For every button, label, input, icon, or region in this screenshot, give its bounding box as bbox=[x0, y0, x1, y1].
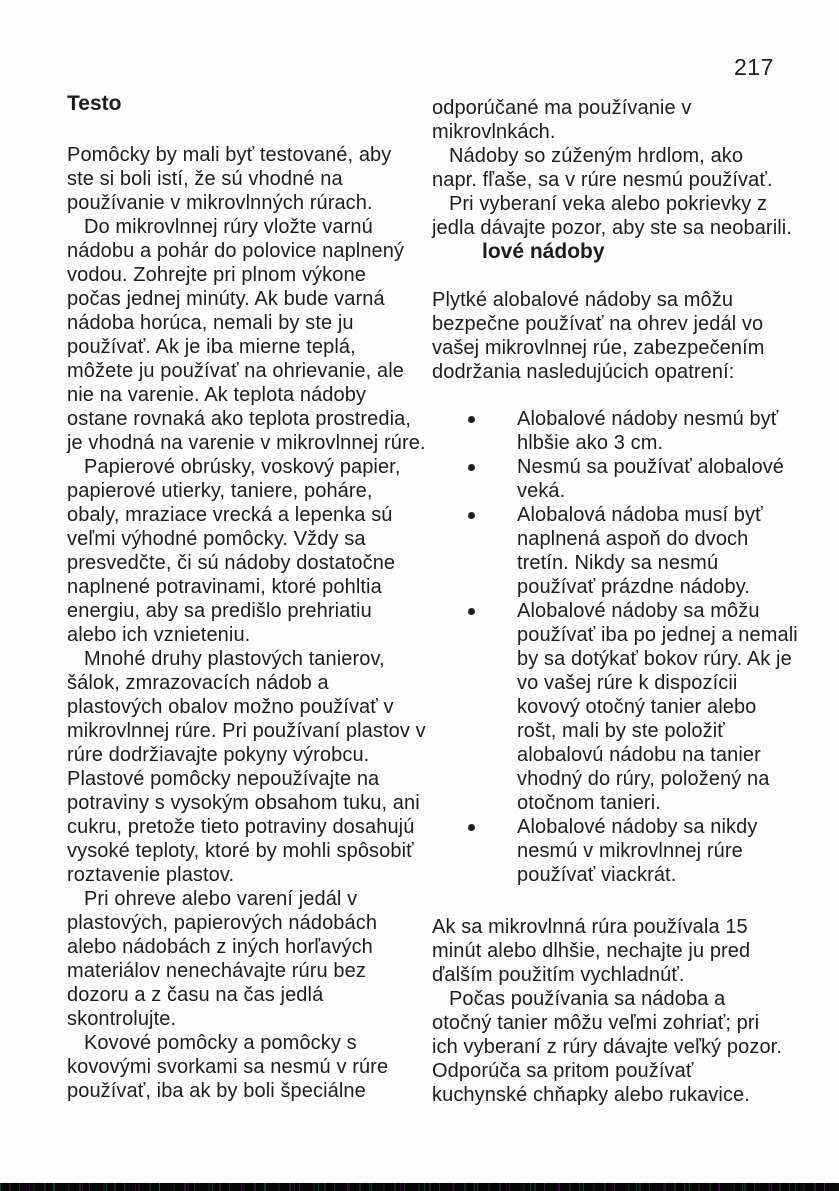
bullet-item bbox=[432, 407, 827, 455]
text-line: Pri ohreve alebo varení jedál v bbox=[67, 888, 358, 910]
bullet-dot-icon bbox=[468, 608, 475, 615]
bullet-item bbox=[432, 599, 827, 815]
text-line: používať iba po jednej a nemali bbox=[517, 624, 798, 646]
text-line: ďalším použitím vychladnúť. bbox=[432, 964, 685, 986]
text-line: nádoba horúca, nemali by ste ju bbox=[67, 312, 354, 334]
paragraph bbox=[432, 192, 827, 240]
text-line: energiu, aby sa predišlo prehriatiu bbox=[67, 600, 372, 622]
text-line: Plytké alobalové nádoby sa môžu bbox=[432, 289, 734, 311]
text-line: používať. Ak je iba mierne teplá, bbox=[67, 336, 356, 358]
text-line: Alobalové nádoby sa môžu bbox=[517, 600, 760, 622]
text-line: Kovové pomôcky a pomôcky s bbox=[67, 1032, 357, 1054]
paragraph bbox=[67, 1031, 432, 1103]
bullet-dot-icon bbox=[468, 464, 475, 471]
text-line: hlbšie ako 3 cm. bbox=[517, 432, 664, 454]
text-line: mikrovlnkách. bbox=[432, 121, 556, 143]
text-line: používať, iba ak by boli špeciálne bbox=[67, 1080, 366, 1102]
text-line: odporúčané ma používanie v bbox=[432, 97, 692, 119]
text-line: alebo ich vznieteniu. bbox=[67, 624, 251, 646]
bullet-text bbox=[517, 599, 827, 815]
text-line: Počas používania sa nádoba a bbox=[432, 988, 726, 1010]
section-heading-alobalove-nadoby: lové nádoby bbox=[482, 240, 605, 263]
text-line: nie na varenie. Ak teplota nádoby bbox=[67, 384, 367, 406]
text-line: obaly, mraziace vrecká a lepenka sú bbox=[67, 504, 393, 526]
text-line: nádobu a pohár do polovice naplnený bbox=[67, 240, 405, 262]
text-line: Alobalové nádoby sa nikdy bbox=[517, 816, 758, 838]
text-line: vysoké teploty, ktoré by mohli spôsobiť bbox=[67, 840, 414, 862]
text-line: Mnohé druhy plastových tanierov, bbox=[67, 648, 385, 670]
text-line: naplnené potravinami, ktoré pohltia bbox=[67, 576, 382, 598]
text-line: minút alebo dlhšie, nechajte ju pred bbox=[432, 940, 751, 962]
text-line: cukru, pretože tieto potraviny dosahujú bbox=[67, 816, 415, 838]
text-line: dozoru a z času na čas jedlá bbox=[67, 984, 324, 1006]
right-column-top-paragraphs bbox=[432, 96, 827, 240]
text-line: skontrolujte. bbox=[67, 1008, 177, 1030]
text-line: vo vašej rúre k dispozícii bbox=[517, 672, 738, 694]
paragraph bbox=[432, 987, 827, 1107]
text-line: ste si boli istí, že sú vhodné na bbox=[67, 168, 343, 190]
bullet-list bbox=[432, 407, 827, 887]
text-line: alobalovú nádobu na tanier bbox=[517, 744, 761, 766]
left-column-paragraphs bbox=[67, 143, 432, 1103]
text-line: veľmi výhodné pomôcky. Vždy sa bbox=[67, 528, 366, 550]
paragraph bbox=[432, 96, 827, 144]
text-line: otočný tanier môžu veľmi zohriať; pri bbox=[432, 1012, 760, 1034]
text-line: alebo nádobách z iných horľavých bbox=[67, 936, 373, 958]
paragraph bbox=[67, 215, 432, 455]
text-line: používanie v mikrovlnných rúrach. bbox=[67, 192, 373, 214]
text-line: dodržania nasledujúcich opatrení: bbox=[432, 361, 735, 383]
text-line: Pomôcky by mali byť testované, aby bbox=[67, 144, 392, 166]
text-line: Nádoby so zúženým hrdlom, ako bbox=[432, 145, 744, 167]
text-line: by sa dotýkať bokov rúry. Ak je bbox=[517, 648, 792, 670]
text-line: Nesmú sa používať alobalové bbox=[517, 456, 785, 478]
text-line: jedla dávajte pozor, aby ste sa neobarili. bbox=[432, 217, 792, 239]
right-column-bottom-paragraphs bbox=[432, 915, 827, 1107]
paragraph bbox=[67, 647, 432, 887]
text-line: kovovými svorkami sa nesmú v rúre bbox=[67, 1056, 389, 1078]
bullet-item bbox=[432, 455, 827, 503]
bullet-text bbox=[517, 407, 827, 455]
page-number: 217 bbox=[734, 54, 774, 80]
text-line: šálok, zmrazovacích nádob a bbox=[67, 672, 329, 694]
text-line: Plastové pomôcky nepoužívajte na bbox=[67, 768, 380, 790]
text-line: kuchynské chňapky alebo rukavice. bbox=[432, 1084, 750, 1106]
text-line: Papierové obrúsky, voskový papier, bbox=[67, 456, 401, 478]
text-line: plastových obalov možno používať v bbox=[67, 696, 394, 718]
text-line: Ak sa mikrovlnná rúra používala 15 bbox=[432, 916, 748, 938]
paragraph bbox=[432, 915, 827, 987]
bullet-dot-icon bbox=[468, 416, 475, 423]
bullet-dot-icon bbox=[468, 512, 475, 519]
text-line: napr. fľaše, sa v rúre nesmú používať. bbox=[432, 169, 773, 191]
text-line: otočnom tanieri. bbox=[517, 792, 661, 814]
text-line: ich vyberaní z rúry dávajte veľký pozor. bbox=[432, 1036, 782, 1058]
text-line: Pri vyberaní veka alebo pokrievky z bbox=[432, 193, 768, 215]
bullet-text bbox=[517, 455, 827, 503]
text-line: Alobalová nádoba musí byť bbox=[517, 504, 763, 526]
text-line: môžete ju používať na ohrievanie, ale bbox=[67, 360, 404, 382]
text-line: materiálov nenechávajte rúru bez bbox=[67, 960, 366, 982]
text-line: papierové utierky, taniere, poháre, bbox=[67, 480, 373, 502]
text-line: presvedčte, či sú nádoby dostatočne bbox=[67, 552, 396, 574]
bullet-dot-icon bbox=[468, 824, 475, 831]
text-line: používať viackrát. bbox=[517, 864, 677, 886]
text-line: rúre dodržiavajte pokyny výrobcu. bbox=[67, 744, 370, 766]
scan-edge-artifact bbox=[0, 1183, 839, 1191]
bullet-text bbox=[517, 815, 827, 887]
text-line: počas jednej minúty. Ak bude varná bbox=[67, 288, 385, 310]
right-column bbox=[432, 92, 827, 1107]
text-line: vhodný do rúry, položený na bbox=[517, 768, 770, 790]
text-line: vodou. Zohrejte pri plnom výkone bbox=[67, 264, 366, 286]
paragraph bbox=[67, 887, 432, 1031]
section-heading-testo: Testo bbox=[67, 92, 122, 115]
text-line: mikrovlnnej rúre. Pri používaní plastov v bbox=[67, 720, 426, 742]
text-line: rošt, mali by ste položiť bbox=[517, 720, 725, 742]
text-line: je vhodná na varenie v mikrovlnnej rúre. bbox=[67, 432, 426, 454]
text-line: Odporúča sa pritom používať bbox=[432, 1060, 694, 1082]
text-line: používať prázdne nádoby. bbox=[517, 576, 751, 598]
paragraph bbox=[432, 144, 827, 192]
text-line: roztavenie plastov. bbox=[67, 864, 235, 886]
bullet-item bbox=[432, 815, 827, 887]
text-line: vašej mikrovlnnej rúe, zabezpečením bbox=[432, 337, 765, 359]
text-line: veká. bbox=[517, 480, 566, 502]
bullet-text bbox=[517, 503, 827, 599]
text-line: ostane rovnaká ako teplota prostredia, bbox=[67, 408, 412, 430]
text-line: Do mikrovlnnej rúry vložte varnú bbox=[67, 216, 373, 238]
text-line: plastových, papierových nádobách bbox=[67, 912, 378, 934]
left-column bbox=[67, 92, 432, 1103]
text-line: bezpečne používať na ohrev jedál vo bbox=[432, 313, 764, 335]
paragraph bbox=[67, 143, 432, 215]
bullet-item bbox=[432, 503, 827, 599]
text-line: naplnená aspoň do dvoch bbox=[517, 528, 749, 550]
text-line: tretín. Nikdy sa nesmú bbox=[517, 552, 719, 574]
text-line: Alobalové nádoby nesmú byť bbox=[517, 408, 779, 430]
text-line: nesmú v mikrovlnnej rúre bbox=[517, 840, 743, 862]
text-line: kovový otočný tanier alebo bbox=[517, 696, 757, 718]
intro-paragraph bbox=[432, 288, 827, 384]
paragraph bbox=[67, 455, 432, 647]
text-line: potraviny s vysokým obsahom tuku, ani bbox=[67, 792, 420, 814]
